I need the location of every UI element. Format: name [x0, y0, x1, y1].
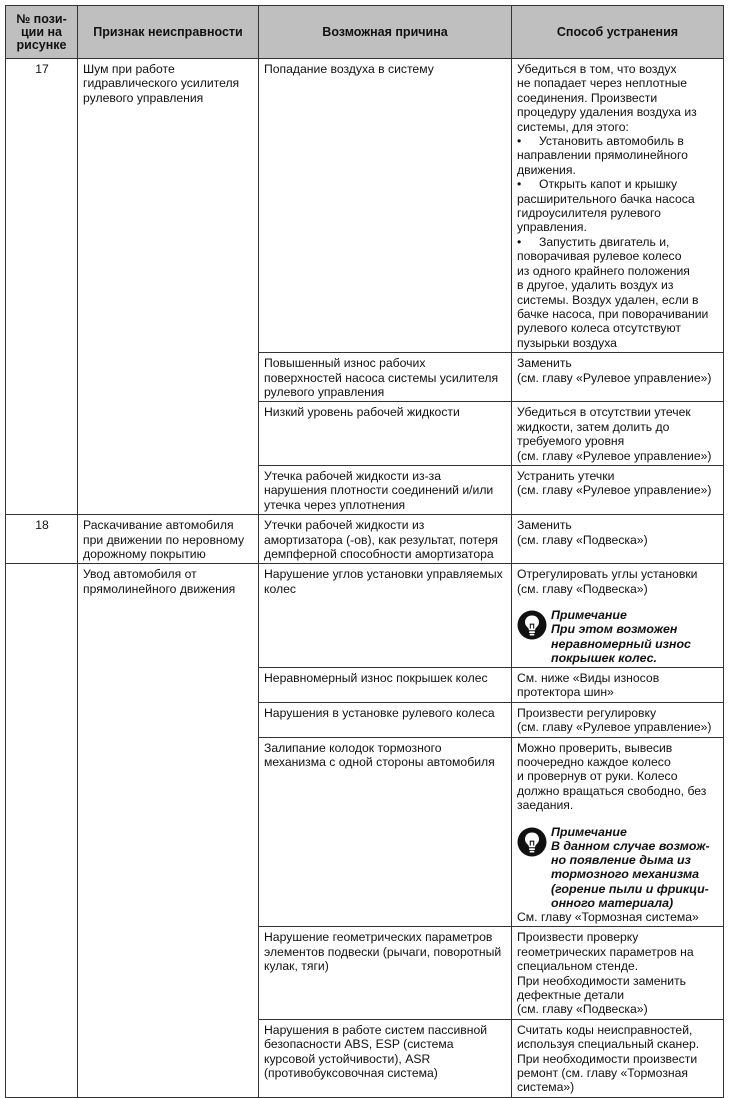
possible-cause	[259, 927, 512, 1019]
text-line: Считать коды неисправностей,	[517, 1022, 693, 1037]
bullet-text: системы. Воздух удален, если в	[517, 292, 699, 307]
bullet-icon: •	[517, 177, 522, 192]
bullet-line	[517, 148, 719, 162]
text-line: элементов подвески (рычаги, поворотный	[264, 944, 502, 959]
text-line: ремонт (см. главу «Тормозная	[517, 1065, 689, 1080]
text-line: Шум при работе	[83, 62, 175, 76]
text-line: система»)	[517, 1080, 575, 1095]
bullet-line	[517, 206, 719, 220]
text-line: Отрегулировать углы установки	[517, 567, 698, 582]
text-line: (см. главу «Рулевое управление»)	[517, 483, 712, 498]
fix-method	[512, 402, 724, 466]
fix-method	[512, 59, 724, 353]
fix-method	[512, 465, 724, 514]
text-line: (см. главу «Рулевое управление»)	[517, 370, 712, 385]
text-line: См. ниже «Виды износов	[517, 671, 660, 686]
header-fix: Способ устранения	[512, 6, 724, 59]
text-line: Утечки рабочей жидкости из	[264, 518, 425, 533]
bullet-icon: •	[517, 234, 522, 249]
text-line: рулевого управления	[83, 90, 204, 105]
text-line: используя специальный сканер.	[517, 1037, 700, 1052]
text-line: Убедиться в том, что воздух	[517, 62, 677, 76]
text-line: нарушения плотности соединений и/или	[264, 483, 494, 498]
row-number: 18	[6, 515, 78, 564]
text-line: Устранить утечки	[517, 468, 615, 483]
bullet-text: направлении прямолинейного	[517, 148, 688, 163]
text-line: соединения. Произвести	[517, 90, 658, 105]
text-line: Произвести проверку	[517, 930, 639, 945]
text-line: колес	[264, 581, 296, 596]
bullet-text: пузырьки воздуха	[517, 335, 617, 350]
bullet-line	[517, 307, 719, 321]
header-cause: Возможная причина	[259, 6, 512, 59]
text-line: Произвести регулировку	[517, 705, 657, 720]
lightbulb-icon	[517, 827, 547, 857]
text-line: тормозного механизма	[551, 867, 700, 882]
possible-cause	[259, 353, 512, 402]
text-line: не попадает через неплотные	[517, 76, 687, 91]
lightbulb-icon	[517, 610, 547, 640]
text-line: При этом возможен	[551, 622, 678, 637]
text-line: и провернув от руки. Колесо	[517, 769, 678, 784]
bullet-line	[517, 278, 719, 292]
text-line: Утечка рабочей жидкости из-за	[264, 468, 442, 483]
text-line: Нарушение геометрических параметров	[264, 930, 493, 945]
text-line: (см. главу «Подвеска»)	[517, 532, 648, 547]
text-line: (противобуксовочная система)	[264, 1065, 438, 1080]
text-line: гидравлического усилителя	[83, 76, 240, 91]
text-line: курсовой устойчивости), ASR	[264, 1051, 431, 1066]
possible-cause	[259, 515, 512, 564]
bullet-text: бачке насоса, при поворачивании	[517, 306, 709, 321]
text-line: при движении по неровному	[83, 532, 245, 547]
possible-cause	[259, 59, 512, 353]
text-line: (см. главу «Подвеска»)	[517, 581, 648, 596]
fix-method	[512, 564, 724, 668]
fix-method	[512, 515, 724, 564]
text-line: В данном случае возмож-	[551, 838, 710, 853]
text-line: поочередно каждое колесо	[517, 755, 671, 770]
bullet-line	[517, 249, 719, 263]
text-line: Примечание	[551, 824, 627, 839]
bullet-line	[517, 336, 719, 350]
possible-cause	[259, 737, 512, 927]
text-line: специальном стенде.	[517, 959, 639, 974]
bullet-line	[517, 220, 719, 234]
text-line: прямолинейного движения	[83, 581, 236, 596]
header-num: № пози- ции на рисунке	[6, 6, 78, 59]
note-text	[551, 608, 691, 665]
table-row	[6, 515, 724, 564]
possible-cause	[259, 702, 512, 737]
text-line: (см. главу «Рулевое управление»)	[517, 720, 712, 735]
text-line: (см. главу «Подвеска»)	[517, 1002, 648, 1017]
text-line: утечка через уплотнения	[264, 497, 406, 512]
fault-table	[5, 5, 724, 1098]
bullet-line	[517, 293, 719, 307]
fault-symptom	[78, 564, 259, 1097]
text-line: но появление дыма из	[551, 853, 691, 868]
table-row	[6, 59, 724, 353]
bullet-text: из одного крайнего положения	[517, 263, 690, 278]
bullet-line	[517, 192, 719, 206]
text-line: Увод автомобиля от	[83, 567, 197, 582]
fix-method	[512, 737, 724, 927]
text-line: неравномерный износ	[551, 636, 691, 651]
bullet-text: поворачивая рулевое колесо	[517, 249, 682, 264]
row-number: 17	[6, 59, 78, 515]
text-line: демпферной способности амортизатора	[264, 547, 494, 561]
text-line: При необходимости заменить	[517, 973, 686, 988]
fix-method	[512, 927, 724, 1019]
text-line: Заменить	[517, 518, 572, 533]
text-line: Нарушения в работе систем пассивной	[264, 1022, 488, 1037]
fault-symptom	[78, 515, 259, 564]
row-number	[6, 564, 78, 1097]
text-line: процедуру удаления воздуха из	[517, 105, 697, 120]
text-line: Заменить	[517, 356, 572, 371]
possible-cause	[259, 564, 512, 668]
bullet-text: расширительного бачка насоса	[517, 191, 695, 206]
text-line: Повышенный износ рабочих	[264, 356, 426, 371]
bullet-text: Запустить двигатель и,	[539, 234, 670, 249]
possible-cause	[259, 402, 512, 466]
header-row	[6, 6, 724, 59]
fault-symptom	[78, 59, 259, 515]
header-sign: Признак неисправности	[78, 6, 259, 59]
text-line: дорожному покрытию	[83, 547, 206, 561]
bullet-line	[517, 163, 719, 177]
fix-reference	[517, 910, 719, 924]
text-line: кулак, тяги)	[264, 959, 329, 974]
bullet-line	[517, 177, 719, 191]
text-line: (см. главу «Рулевое управление»)	[517, 448, 712, 463]
fix-method	[512, 353, 724, 402]
bullet-text: Открыть капот и крышку	[539, 177, 678, 192]
possible-cause	[259, 668, 512, 703]
text-line: требуемого уровня	[517, 434, 625, 449]
table-row	[6, 564, 724, 668]
text-line: протектора шин»	[517, 685, 614, 700]
text-line: механизма с одной стороны автомобиля	[264, 755, 495, 770]
text-line: должно вращаться свободно, без	[517, 783, 707, 798]
text-line: безопасности ABS, ESP (система	[264, 1037, 454, 1052]
text-line: рулевого управления	[264, 384, 385, 399]
possible-cause	[259, 465, 512, 514]
text-line: амортизатора (-ов), как результат, потеря	[264, 532, 498, 547]
text-line: геометрических параметров на	[517, 944, 694, 959]
note-text	[551, 825, 710, 910]
text-line: онного материала)	[551, 895, 674, 910]
text-line: При необходимости произвести	[517, 1051, 698, 1066]
text-line: Примечание	[551, 608, 627, 623]
note-block	[517, 825, 719, 910]
note-block	[517, 608, 719, 665]
bullet-line	[517, 134, 719, 148]
text-line: Неравномерный износ покрышек колес	[264, 671, 488, 686]
text-line: Нарушения в установке рулевого колеса	[264, 705, 495, 720]
bullet-line	[517, 321, 719, 335]
text-line: Можно проверить, вывесив	[517, 740, 673, 755]
bullet-line	[517, 235, 719, 249]
text-line: Низкий уровень рабочей жидкости	[264, 405, 460, 420]
bullet-text: движения.	[517, 162, 576, 177]
fix-method	[512, 702, 724, 737]
text-line: системы, для этого:	[517, 119, 629, 134]
fix-method	[512, 1019, 724, 1097]
bullet-text: Установить автомобиль в	[539, 134, 684, 149]
text-line: (горение пыли и фрикци-	[551, 881, 709, 896]
bullet-text: рулевого колеса отсутствуют	[517, 321, 681, 336]
text-line: Залипание колодок тормозного	[264, 740, 442, 755]
bullet-text: гидроусилителя рулевого	[517, 206, 661, 221]
text-line: Попадание воздуха в систему	[264, 62, 434, 76]
text-line: Нарушение углов установки управляемых	[264, 567, 503, 582]
text-line: жидкости, затем долить до	[517, 419, 670, 434]
text-line: поверхностей насоса системы усилителя	[264, 370, 499, 385]
text-line: См. главу «Тормозная система»	[517, 909, 699, 924]
bullet-icon: •	[517, 134, 522, 149]
text-line: Убедиться в отсутствии утечек	[517, 405, 691, 420]
text-line: Раскачивание автомобиля	[83, 518, 234, 533]
text-line: покрышек колес.	[551, 650, 657, 665]
table-body	[6, 59, 724, 1098]
text-line: дефектные детали	[517, 987, 625, 1002]
fix-method	[512, 668, 724, 703]
bullet-text: управления.	[517, 220, 587, 235]
bullet-line	[517, 264, 719, 278]
bullet-text: в другое, удалить воздух из	[517, 278, 674, 293]
possible-cause	[259, 1019, 512, 1097]
text-line: заедания.	[517, 798, 574, 813]
